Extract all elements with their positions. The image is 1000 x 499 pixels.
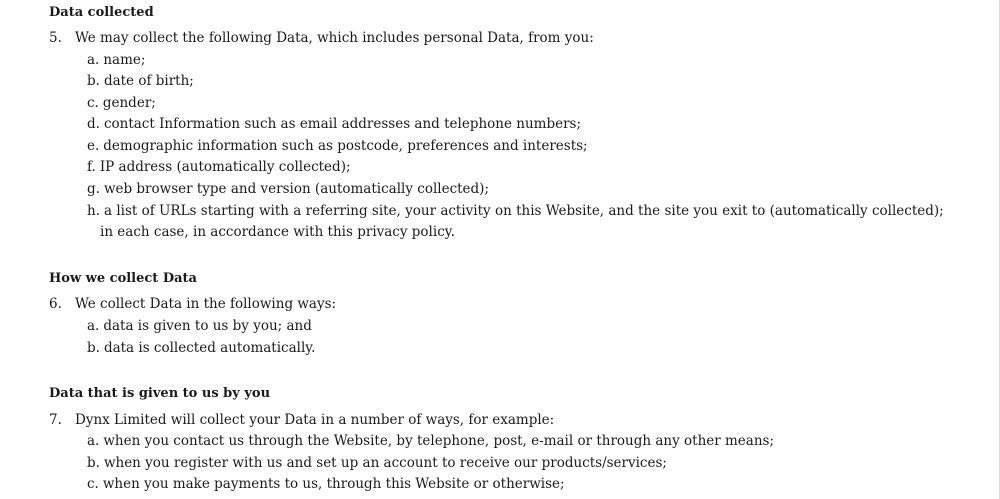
list-letter: b. bbox=[87, 455, 100, 471]
list-text: when you make payments to us, through this Website or otherwise; bbox=[102, 476, 565, 492]
clause-text: We collect Data in the following ways: bbox=[75, 296, 337, 312]
list-letter: e. bbox=[87, 138, 100, 154]
list-text: gender; bbox=[102, 95, 156, 111]
clause-number: 5. bbox=[49, 30, 62, 46]
list-item bbox=[87, 93, 156, 115]
section-heading: How we collect Data bbox=[49, 271, 197, 286]
list-text: data is given to us by you; and bbox=[103, 318, 312, 334]
list-letter: c. bbox=[87, 95, 99, 111]
list-item bbox=[87, 179, 489, 201]
list-letter: b. bbox=[87, 73, 100, 89]
numbered-clause bbox=[49, 410, 554, 432]
list-letter: a. bbox=[87, 52, 100, 68]
section-heading: Data that is given to us by you bbox=[49, 386, 271, 401]
list-item bbox=[87, 71, 194, 93]
list-item bbox=[87, 201, 944, 223]
list-text: a list of URLs starting with a referring site, your activity on this Website, and the site you exit to (automatically collected); bbox=[104, 203, 944, 219]
list-letter: d. bbox=[87, 116, 100, 132]
list-text: when you contact us through the Website, by telephone, post, e-mail or through any other means; bbox=[103, 433, 775, 449]
list-letter: h. bbox=[87, 203, 100, 219]
clause-closing: in each case, in accordance with this privacy policy. bbox=[100, 224, 455, 240]
list-letter: b. bbox=[87, 340, 100, 356]
list-letter: a. bbox=[87, 433, 100, 449]
list-text: demographic information such as postcode, preferences and interests; bbox=[103, 138, 588, 154]
list-item bbox=[87, 431, 774, 453]
clause-text: Dynx Limited will collect your Data in a number of ways, for example: bbox=[75, 412, 555, 428]
list-text: name; bbox=[103, 52, 146, 68]
numbered-clause bbox=[49, 28, 594, 50]
list-letter: c. bbox=[87, 476, 99, 492]
numbered-clause bbox=[49, 294, 336, 316]
clause-text: We may collect the following Data, which includes personal Data, from you: bbox=[75, 30, 594, 46]
list-letter: a. bbox=[87, 318, 100, 334]
clause-number: 7. bbox=[49, 412, 62, 428]
list-item bbox=[87, 157, 351, 179]
list-text: date of birth; bbox=[103, 73, 194, 89]
list-text: data is collected automatically. bbox=[103, 340, 316, 356]
section-heading: Data collected bbox=[49, 5, 154, 20]
list-letter: g. bbox=[87, 181, 100, 197]
list-item bbox=[87, 50, 145, 72]
clause-number: 6. bbox=[49, 296, 62, 312]
list-text: web browser type and version (automatically collected); bbox=[103, 181, 489, 197]
list-text: contact Information such as email addresses and telephone numbers; bbox=[103, 116, 582, 132]
list-item bbox=[87, 453, 667, 475]
list-letter: f. bbox=[87, 159, 96, 175]
list-text: IP address (automatically collected); bbox=[99, 159, 351, 175]
list-text: when you register with us and set up an account to receive our products/services; bbox=[103, 455, 667, 471]
list-item bbox=[87, 136, 588, 158]
list-item bbox=[87, 316, 312, 338]
list-item bbox=[87, 474, 565, 496]
list-item bbox=[87, 338, 315, 360]
list-item bbox=[87, 114, 581, 136]
